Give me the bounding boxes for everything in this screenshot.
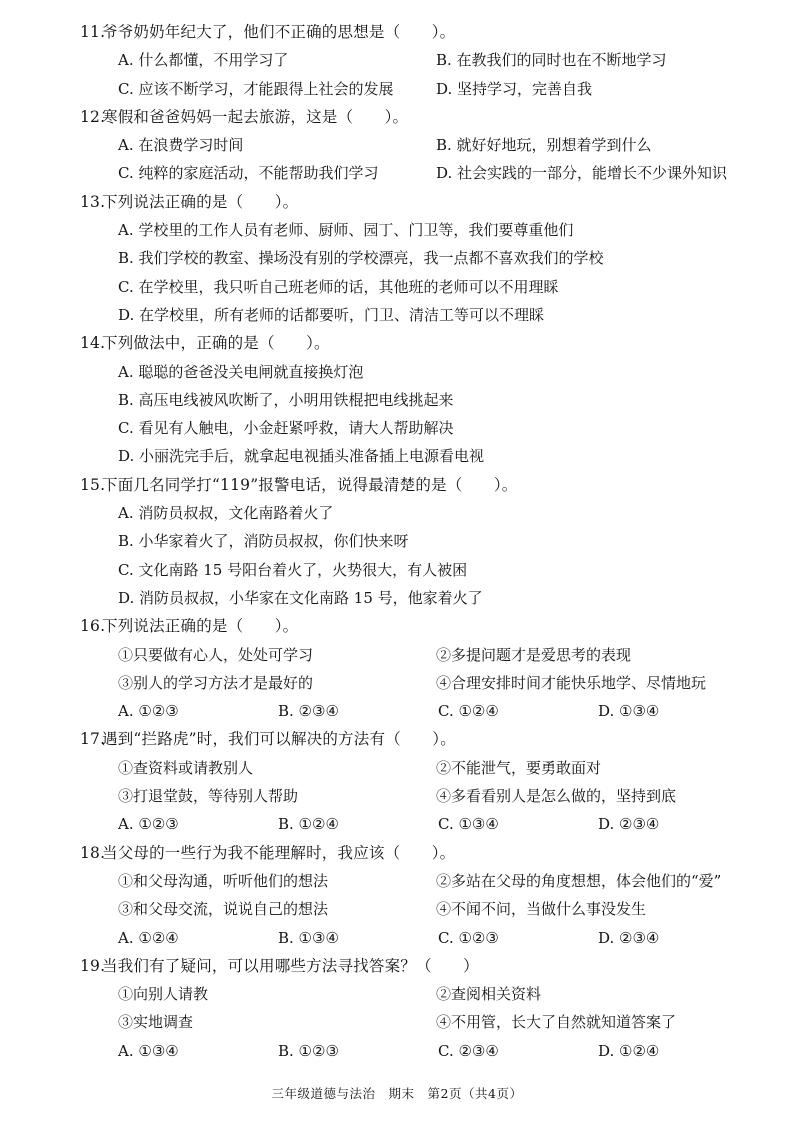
option-row xyxy=(102,386,772,414)
choice-item: C. ①②④ xyxy=(438,702,499,721)
option-item: ①只要做有心人，处处可学习 xyxy=(118,645,314,664)
choice-item: B. ②③④ xyxy=(278,702,339,721)
question-19 xyxy=(80,952,772,1065)
option-row xyxy=(102,782,772,810)
option-item: ③和父母交流，说说自己的想法 xyxy=(118,900,329,919)
question-14 xyxy=(80,329,772,470)
question-16 xyxy=(80,612,772,725)
option-row xyxy=(102,216,772,244)
question-stem xyxy=(80,725,772,753)
option-row xyxy=(102,131,772,159)
option-item: C. 在学校里，我只听自己班老师的话，其他班的老师可以不用理睬 xyxy=(118,277,559,296)
option-item: A. 学校里的工作人员有老师、厨师、园丁、门卫等，我们要尊重他们 xyxy=(118,221,574,240)
option-row xyxy=(102,584,772,612)
option-item: ①查资料或请教别人 xyxy=(118,758,254,777)
question-number: 18. xyxy=(80,843,106,862)
option-row xyxy=(102,75,772,103)
choice-row xyxy=(102,924,772,952)
option-item: ②多提问题才是爱思考的表现 xyxy=(436,645,632,664)
option-item: B. 小华家着火了，消防员叔叔，你们快来呀 xyxy=(118,532,409,551)
choice-row xyxy=(102,1037,772,1065)
question-text: 下列做法中，正确的是（ ）。 xyxy=(102,334,330,353)
question-13 xyxy=(80,188,772,329)
option-item: A. 什么都懂，不用学习了 xyxy=(118,51,289,70)
option-row xyxy=(102,556,772,584)
question-number: 19. xyxy=(80,956,106,975)
question-stem xyxy=(80,952,772,980)
option-row xyxy=(102,244,772,272)
option-row xyxy=(102,414,772,442)
choice-item: C. ①③④ xyxy=(438,815,499,834)
option-row xyxy=(102,895,772,923)
option-row xyxy=(102,1008,772,1036)
question-18 xyxy=(80,839,772,952)
option-item: ④不闻不问，当做什么事没发生 xyxy=(436,900,647,919)
option-item: D. 社会实践的一部分，能增长不少课外知识 xyxy=(436,164,728,183)
question-stem xyxy=(80,471,772,499)
choice-item: D. ①②④ xyxy=(598,1041,660,1060)
choice-item: D. ①③④ xyxy=(598,702,660,721)
question-number: 17. xyxy=(80,730,106,749)
page-footer: 三年级道德与法治 期末 第2页（共4页） xyxy=(271,1086,523,1101)
choice-row xyxy=(102,697,772,725)
choice-row xyxy=(102,810,772,838)
option-item: D. 小丽洗完手后，就拿起电视插头准备插上电源看电视 xyxy=(118,447,485,466)
question-text: 当父母的一些行为我不能理解时，我应该（ ）。 xyxy=(102,843,456,862)
option-item: B. 高压电线被风吹断了，小明用铁棍把电线挑起来 xyxy=(118,390,454,409)
option-row xyxy=(102,273,772,301)
option-item: D. 在学校里，所有老师的话都要听，门卫、清洁工等可以不理睬 xyxy=(118,305,545,324)
choice-item: B. ①③④ xyxy=(278,928,339,947)
option-item: A. 在浪费学习时间 xyxy=(118,136,244,155)
question-15 xyxy=(80,471,772,612)
question-number: 12. xyxy=(80,107,106,126)
option-item: D. 坚持学习，完善自我 xyxy=(436,79,593,98)
option-item: ①向别人请教 xyxy=(118,985,209,1004)
option-item: C. 文化南路 15 号阳台着火了，火势很大，有人被困 xyxy=(118,560,468,579)
option-row xyxy=(102,301,772,329)
question-stem xyxy=(80,188,772,216)
option-row xyxy=(102,754,772,782)
option-item: ③别人的学习方法才是最好的 xyxy=(118,673,314,692)
question-text: 寒假和爸爸妈妈一起去旅游，这是（ ）。 xyxy=(102,107,409,126)
option-row xyxy=(102,527,772,555)
option-item: ②不能泄气，要勇敢面对 xyxy=(436,758,602,777)
option-row xyxy=(102,867,772,895)
question-stem xyxy=(80,612,772,640)
choice-item: A. ①②④ xyxy=(118,928,179,947)
option-item: ①和父母沟通，听听他们的想法 xyxy=(118,871,329,890)
option-row xyxy=(102,669,772,697)
question-list xyxy=(80,18,772,1065)
option-item: C. 纯粹的家庭活动，不能帮助我们学习 xyxy=(118,164,379,183)
question-text: 遇到“拦路虎”时，我们可以解决的方法有（ ）。 xyxy=(102,730,456,749)
question-number: 14. xyxy=(80,334,106,353)
option-item: A. 消防员叔叔，文化南路着火了 xyxy=(118,504,334,523)
choice-item: B. ①②③ xyxy=(278,1041,339,1060)
question-text: 下面几名同学打“119”报警电话，说得最清楚的是（ ）。 xyxy=(102,475,518,494)
option-row xyxy=(102,499,772,527)
choice-item: C. ①②③ xyxy=(438,928,499,947)
option-item: ③打退堂鼓，等待别人帮助 xyxy=(118,787,299,806)
choice-item: A. ①③④ xyxy=(118,1041,179,1060)
choice-item: A. ①②③ xyxy=(118,815,179,834)
question-11 xyxy=(80,18,772,103)
option-item: ③实地调查 xyxy=(118,1013,194,1032)
question-17 xyxy=(80,725,772,838)
choice-item: B. ①②④ xyxy=(278,815,339,834)
option-item: A. 聪聪的爸爸没关电闸就直接换灯泡 xyxy=(118,362,364,381)
question-stem xyxy=(80,103,772,131)
question-text: 下列说法正确的是（ ）。 xyxy=(102,617,299,636)
question-stem xyxy=(80,839,772,867)
option-item: D. 消防员叔叔，小华家在文化南路 15 号，他家着火了 xyxy=(118,588,483,607)
question-text: 爷爷奶奶年纪大了，他们不正确的思想是（ ）。 xyxy=(102,23,456,41)
question-number: 13. xyxy=(80,192,106,211)
option-row xyxy=(102,442,772,470)
option-item: ④不用管，长大了自然就知道答案了 xyxy=(436,1013,677,1032)
option-item: ④多看看别人是怎么做的，坚持到底 xyxy=(436,787,677,806)
question-number: 16. xyxy=(80,617,106,636)
choice-item: C. ②③④ xyxy=(438,1041,499,1060)
question-stem xyxy=(80,329,772,357)
question-12 xyxy=(80,103,772,188)
question-number: 15. xyxy=(80,475,106,494)
question-number: 11. xyxy=(80,23,106,41)
choice-item: D. ②③④ xyxy=(598,815,660,834)
question-text: 当我们有了疑问，可以用哪些方法寻找答案？（ ） xyxy=(102,956,479,975)
option-row xyxy=(102,46,772,74)
option-row xyxy=(102,358,772,386)
question-stem xyxy=(80,18,772,46)
option-row xyxy=(102,159,772,187)
option-item: ④合理安排时间才能快乐地学、尽情地玩 xyxy=(436,673,707,692)
option-row xyxy=(102,641,772,669)
choice-item: A. ①②③ xyxy=(118,702,179,721)
question-text: 下列说法正确的是（ ）。 xyxy=(102,192,299,211)
option-item: B. 我们学校的教室、操场没有别的学校漂亮，我一点都不喜欢我们的学校 xyxy=(118,249,604,268)
option-item: B. 在教我们的同时也在不断地学习 xyxy=(436,51,667,70)
option-item: C. 看见有人触电，小金赶紧呼救，请大人帮助解决 xyxy=(118,419,454,438)
option-item: C. 应该不断学习，才能跟得上社会的发展 xyxy=(118,79,394,98)
option-row xyxy=(102,980,772,1008)
option-item: ②查阅相关资料 xyxy=(436,985,542,1004)
option-item: B. 就好好地玩，别想着学到什么 xyxy=(436,136,652,155)
choice-item: D. ②③④ xyxy=(598,928,660,947)
option-item: ②多站在父母的角度想想，体会他们的“爱” xyxy=(436,871,722,890)
